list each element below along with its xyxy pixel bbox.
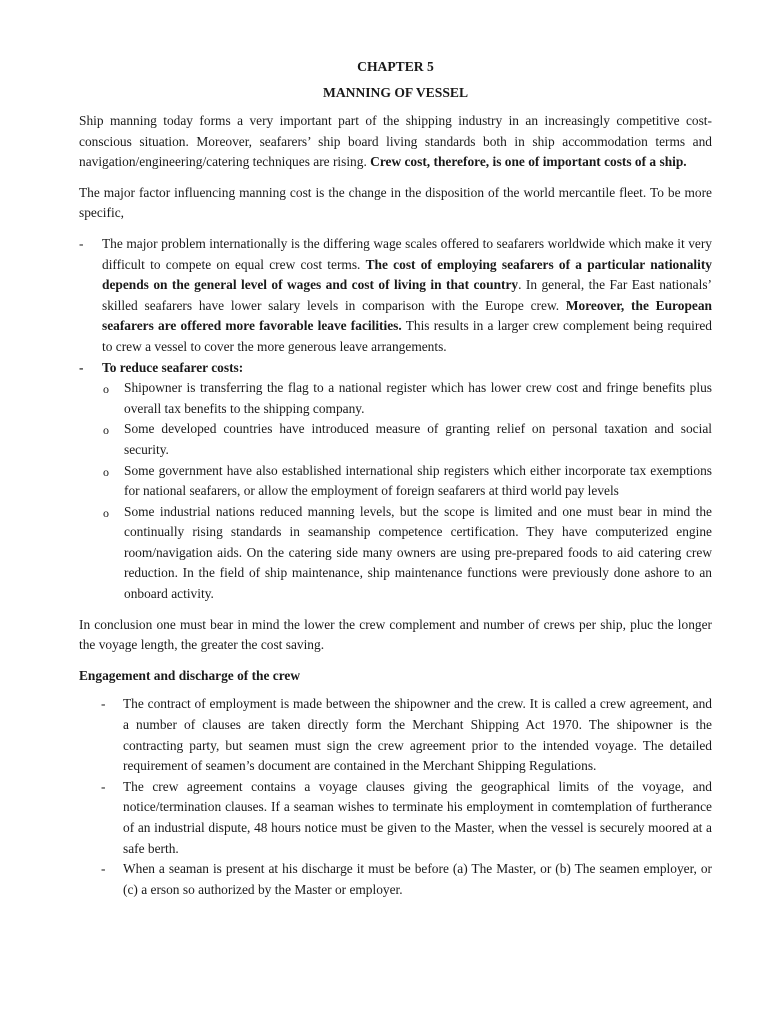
dash-marker: - bbox=[101, 861, 106, 877]
dash-marker: - bbox=[79, 235, 84, 251]
list-item-wage-scales bbox=[79, 234, 712, 358]
intro-paragraph bbox=[79, 111, 712, 173]
engagement-item-discharge bbox=[79, 859, 712, 900]
sub-item-tax-relief bbox=[79, 419, 712, 460]
chapter-title: MANNING OF VESSEL bbox=[322, 85, 469, 100]
conclusion-paragraph: In conclusion one must bear in mind the lower the crew complement and number of crews per ship, pluc the longer the voyage length, the greater the cost saving. bbox=[79, 616, 712, 653]
sub-item-reduced-manning bbox=[79, 502, 712, 605]
sub-item-flag-transfer bbox=[79, 378, 712, 419]
wage-text-a: The major problem internationally is the differing wage scales offered to seafarers worldwide which make it very difficult to compete on equal crew cost terms. bbox=[102, 235, 712, 272]
wage-text-c: This results in a larger crew complement being required to crew a vessel to cover the more generous leave arrangements. bbox=[102, 318, 713, 354]
bullet-marker: o bbox=[103, 464, 109, 479]
wage-bold-a: The cost of employing seafarers of a particular nationality depends on the general level of wages and cost of living in that country bbox=[102, 256, 712, 293]
wage-text-b: . In general, the Far East nationals’ skilled seafarers have lower salary levels in comparison with the Europe crew. bbox=[102, 277, 713, 313]
sub-item-text: Some government have also established international ship registers which either incorporate tax exemptions for national seafarers, or allow the employment of foreign seafarers at third world pay levels bbox=[124, 462, 712, 499]
engagement-item-text: The crew agreement contains a voyage clauses giving the geographical limits of the voyage, and notice/termination clauses. If a seaman wishes to terminate his employment in comtemplation of furtherance of an industrial dispute, 48 hours notice must be given to the Master, when the vessel is securely moored at a safe berth. bbox=[123, 778, 712, 856]
engagement-item-text: When a seaman is present at his discharge it must be before (a) The Master, or (b) The seamen employer, or (c) a erson so authorized by the Master or employer. bbox=[123, 861, 712, 897]
dash-marker: - bbox=[101, 696, 106, 712]
dash-marker: - bbox=[79, 359, 84, 375]
reduce-costs-title: To reduce seafarer costs: bbox=[102, 359, 244, 375]
sub-item-international-registers bbox=[79, 461, 712, 502]
engagement-list bbox=[79, 694, 712, 900]
engagement-heading: Engagement and discharge of the crew bbox=[79, 667, 301, 683]
dash-marker: - bbox=[101, 778, 106, 794]
intro-text: Ship manning today forms a very important part of the shipping industry in an increasingly competitive cost-conscious situation. Moreover, seafarers’ ship board living standards both in ship accommodation terms and navigation/engineering/catering techniques are rising. bbox=[79, 113, 712, 170]
sub-item-text: Shipowner is transferring the flag to a national register which has lower crew cost and fringe benefits plus overall tax benefits to the shipping company. bbox=[124, 380, 712, 416]
engagement-item-contract bbox=[79, 694, 712, 776]
factor-paragraph: The major factor influencing manning cost is the change in the disposition of the world mercantile fleet. To be more specific, bbox=[79, 184, 712, 221]
intro-bold-statement: Crew cost, therefore, is one of important costs of a ship. bbox=[370, 154, 687, 170]
engagement-item-text: The contract of employment is made between the shipowner and the crew. It is called a crew agreement, and a number of clauses are taken directly form the Merchant Shipping Act 1970. The shipowner is the contracting party, but seamen must sign the crew agreement prior to the intended voyage. The detailed requirement of seamen’s document are contained in the Merchant Shipping Regulations. bbox=[123, 696, 712, 774]
bullet-marker: o bbox=[103, 382, 109, 397]
list-item-reduce-costs bbox=[79, 358, 712, 379]
reduce-costs-sublist bbox=[79, 378, 712, 605]
engagement-item-crew-agreement bbox=[79, 777, 712, 859]
sub-item-text: Some developed countries have introduced measure of granting relief on personal taxation and social security. bbox=[124, 421, 712, 457]
wage-bold-b: Moreover, the European seafarers are offered more favorable leave facilities. bbox=[102, 297, 712, 334]
sub-item-text: Some industrial nations reduced manning levels, but the scope is limited and one must bear in mind the continually rising standards in seamanship competence certification. They have computerized engine room/navigation aids. On the catering side many owners are using pre-prepared foods to aid catering crew reduction. In the field of ship maintenance, ship maintenance functions were previously done ashore to an onboard activity. bbox=[124, 503, 712, 602]
bullet-marker: o bbox=[103, 505, 109, 520]
document-page bbox=[79, 57, 712, 900]
manning-cost-list bbox=[79, 234, 712, 378]
bullet-marker: o bbox=[103, 423, 109, 438]
chapter-number: CHAPTER 5 bbox=[357, 59, 434, 74]
